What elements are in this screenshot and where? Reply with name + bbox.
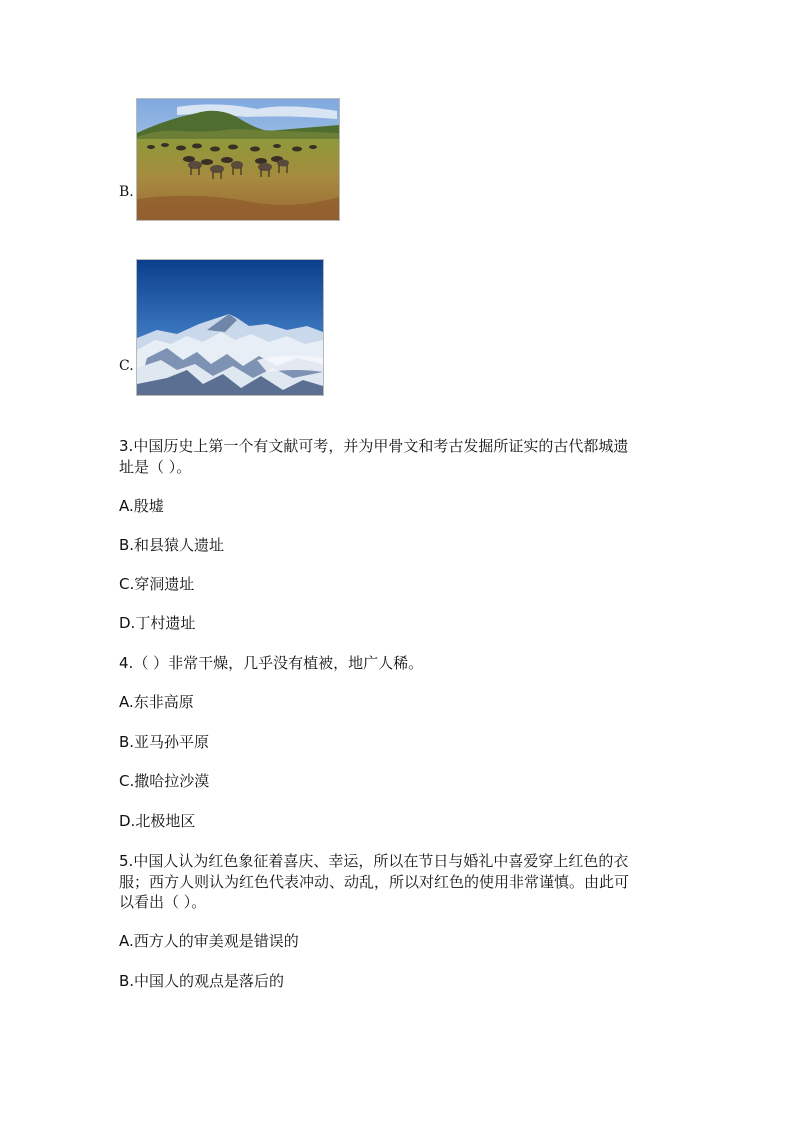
question-5-stem-line-3: 以看出（ ）。 xyxy=(119,893,207,911)
option-b-label: B. xyxy=(119,184,134,200)
question-5-stem-line-1 xyxy=(119,851,628,871)
question-5-stem-line-2: 服；西方人则认为红色代表冲动、动乱，所以对红色的使用非常谨慎。由此可 xyxy=(119,873,630,891)
question-3-text-1: 中国历史上第一个有文献可考，并为甲骨文和考古发掘所证实的古代都城遗 xyxy=(133,437,629,455)
savanna-wildebeest-image xyxy=(136,98,340,221)
question-3-option-a[interactable]: A.殷墟 xyxy=(119,497,164,515)
question-5-option-a[interactable]: A.西方人的审美观是错误的 xyxy=(119,932,299,950)
question-4-option-b[interactable]: B.亚马孙平原 xyxy=(119,733,210,751)
question-3-option-c[interactable]: C.穿洞遗址 xyxy=(119,575,195,593)
question-3-stem-line-2: 址是（ ）。 xyxy=(119,458,192,476)
question-4-option-d[interactable]: D.北极地区 xyxy=(119,812,196,830)
question-3-option-d[interactable]: D.丁村遗址 xyxy=(119,614,196,632)
question-5-number: 5. xyxy=(119,852,134,870)
question-4-option-a[interactable]: A.东非高原 xyxy=(119,693,194,711)
question-4-number: 4. xyxy=(119,654,134,672)
question-4-text-1: （ ）非常干燥，几乎没有植被，地广人稀。 xyxy=(133,654,424,672)
question-4-stem-line-1 xyxy=(119,653,423,673)
question-3-option-b[interactable]: B.和县猿人遗址 xyxy=(119,536,225,554)
question-4-option-c[interactable]: C.撒哈拉沙漠 xyxy=(119,772,210,790)
snowy-mountains-image xyxy=(136,259,324,396)
question-3-number: 3. xyxy=(119,437,134,455)
option-c-label: C. xyxy=(119,358,134,374)
question-5-text-1: 中国人认为红色象征着喜庆、幸运，所以在节日与婚礼中喜爱穿上红色的衣 xyxy=(133,852,629,870)
question-5-option-b[interactable]: B.中国人的观点是落后的 xyxy=(119,972,285,990)
question-3-stem-line-1 xyxy=(119,436,628,456)
